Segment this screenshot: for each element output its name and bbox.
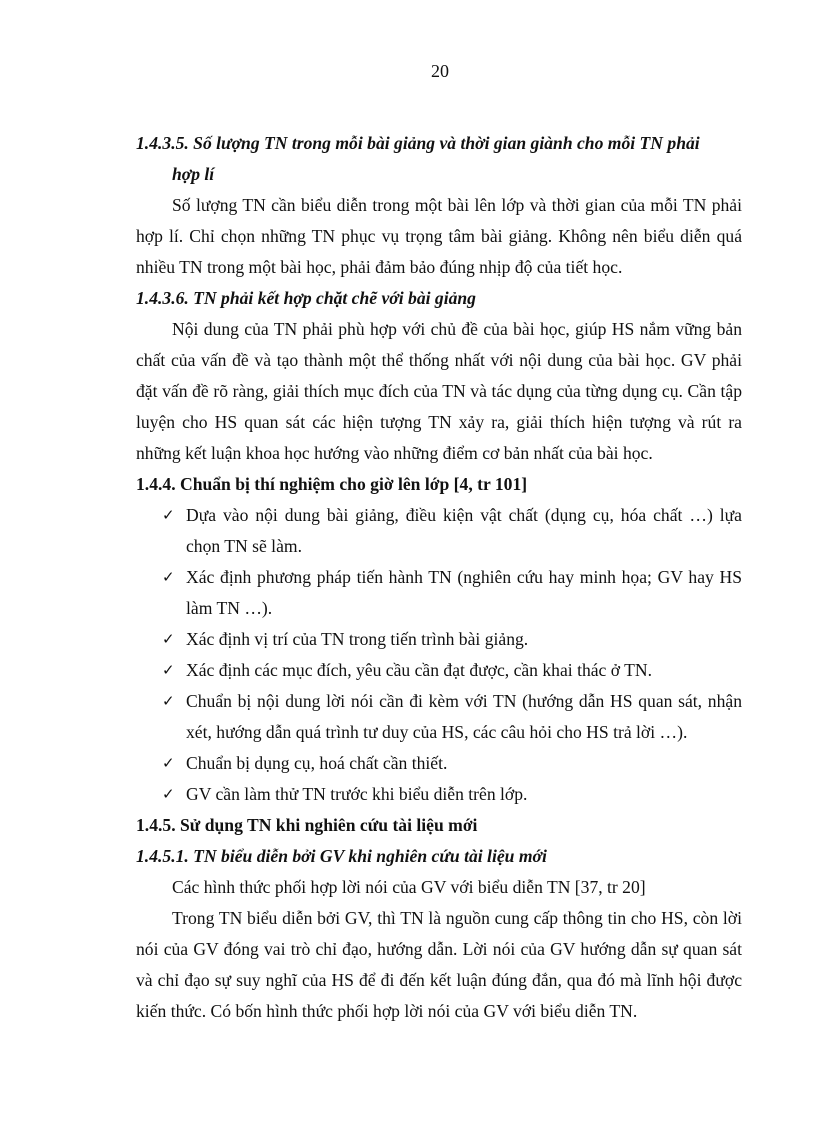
check-icon: ✓ (162, 568, 175, 586)
paragraph-1-4-3-6: Nội dung của TN phải phù hợp với chủ đề của bài học, giúp HS nắm vững bản chất của vấn đề và tạo thành một thể thống nhất với nội dung của bài học. GV phải đặt vấn đề rõ ràng, giải thích mục đích của TN và tác dụng của từng dụng cụ. Cần tập luyện cho HS quan sát các hiện tượng TN xảy ra, giải thích hiện tượng và rút ra những kết luận khoa học hướng vào những điểm cơ bản nhất của bài học. (136, 319, 742, 463)
check-icon: ✓ (162, 754, 175, 772)
section-heading-1-4-3-5: 1.4.3.5. Số lượng TN trong mỗi bài giảng và thời gian giành cho mỗi TN phải (136, 133, 700, 153)
paragraph-1-4-5-1-body: Trong TN biểu diễn bởi GV, thì TN là nguồn cung cấp thông tin cho HS, còn lời nói của GV đóng vai trò chỉ đạo, hướng dẫn. Lời nói của GV hướng dẫn sự quan sát và chỉ đạo sự suy nghĩ của HS để đi đến kết luận đúng đắn, qua đó mà lĩnh hội được kiến thức. Có bốn hình thức phối hợp lời nói của GV với biểu diễn TN. (136, 908, 742, 1021)
list-item-text: Xác định vị trí của TN trong tiến trình bài giảng. (186, 629, 529, 649)
list-item-text: GV cần làm thử TN trước khi biểu diễn trên lớp. (186, 784, 528, 804)
section-heading-1-4-4: 1.4.4. Chuẩn bị thí nghiệm cho giờ lên lớp [4, tr 101] (136, 474, 528, 494)
list-item (162, 748, 742, 779)
section-heading-1-4-5-1: 1.4.5.1. TN biểu diễn bởi GV khi nghiên cứu tài liệu mới (136, 846, 547, 866)
page-number: 20 (431, 61, 449, 81)
check-icon: ✓ (162, 506, 175, 524)
list-item (162, 500, 742, 562)
list-item (162, 686, 742, 748)
list-item (162, 779, 742, 810)
page-content (136, 128, 742, 1027)
section-heading-1-4-3-6: 1.4.3.6. TN phải kết hợp chặt chẽ với bài giảng (136, 288, 476, 308)
checklist-1-4-4 (136, 500, 742, 810)
list-item-text: Xác định các mục đích, yêu cầu cần đạt được, cần khai thác ở TN. (186, 660, 653, 680)
list-item (162, 655, 742, 686)
check-icon: ✓ (162, 661, 175, 679)
list-item-text: Chuẩn bị dụng cụ, hoá chất cần thiết. (186, 753, 448, 773)
list-item-text: Xác định phương pháp tiến hành TN (nghiên cứu hay minh họa; GV hay HS làm TN …). (186, 567, 742, 618)
list-item (162, 562, 742, 624)
check-icon: ✓ (162, 630, 175, 648)
check-icon: ✓ (162, 785, 175, 803)
paragraph-1-4-3-5: Số lượng TN cần biểu diễn trong một bài lên lớp và thời gian của mỗi TN phải hợp lí. Chỉ chọn những TN phục vụ trọng tâm bài giảng. Không nên biểu diễn quá nhiều TN trong một bài học, phải đảm bảo đúng nhịp độ của tiết học. (136, 195, 742, 277)
list-item-text: Dựa vào nội dung bài giảng, điều kiện vật chất (dụng cụ, hóa chất …) lựa chọn TN sẽ làm. (186, 505, 742, 556)
paragraph-1-4-5-1-intro: Các hình thức phối hợp lời nói của GV với biểu diễn TN [37, tr 20] (172, 877, 646, 897)
check-icon: ✓ (162, 692, 175, 710)
list-item (162, 624, 742, 655)
list-item-text: Chuẩn bị nội dung lời nói cần đi kèm với TN (hướng dẫn HS quan sát, nhận xét, hướng dẫn quá trình tư duy của HS, các câu hỏi cho HS trả lời …). (186, 691, 742, 742)
section-heading-1-4-3-5-continued: hợp lí (172, 164, 215, 184)
section-heading-1-4-5: 1.4.5. Sử dụng TN khi nghiên cứu tài liệu mới (136, 815, 478, 835)
